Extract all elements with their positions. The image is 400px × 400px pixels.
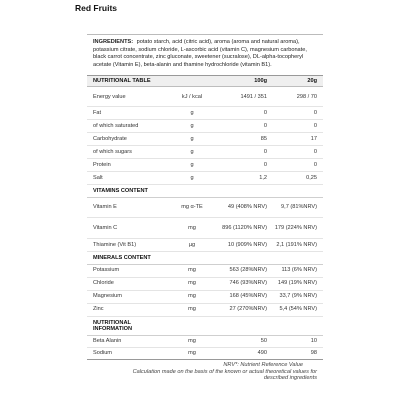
row-name: Magnesium — [93, 293, 122, 300]
row-value-20g: 0 — [313, 149, 317, 156]
row-value-20g: 113 (6% NRV) — [281, 267, 317, 274]
header-col-100g: 100g — [254, 78, 267, 85]
row-value-20g: 10 — [310, 337, 317, 344]
table-row — [87, 198, 323, 218]
nutritional-information-title — [87, 317, 323, 336]
info-title-line-2: INFORMATION — [93, 326, 133, 333]
row-value-100g: 0 — [263, 110, 267, 117]
minerals-section-title: MINERALS CONTENT — [87, 252, 323, 265]
table-row — [87, 172, 323, 185]
row-value-100g: 490 — [257, 349, 267, 356]
row-value-100g: 50 — [260, 337, 267, 344]
ingredients-block — [87, 35, 323, 75]
row-name: Thiamine (Vit B1) — [93, 241, 137, 248]
row-value-20g: 0 — [313, 123, 317, 130]
row-value-100g: 27 (270%NRV) — [229, 306, 267, 313]
vitamins-section-title: VITAMINS CONTENT — [87, 185, 323, 198]
row-name: of which saturated — [93, 123, 139, 130]
footnote-calculation: Calculation made on the basis of the known or actual theoretical values for — [132, 368, 317, 375]
row-unit: mg — [188, 224, 196, 231]
table-row — [87, 218, 323, 239]
row-name: Carbohydrate — [93, 136, 127, 143]
table-row — [87, 107, 323, 120]
table-row — [87, 291, 323, 304]
row-unit: g — [190, 136, 194, 143]
row-name: Fat — [93, 110, 102, 117]
row-name: Protein — [93, 162, 111, 169]
row-value-20g: 0,25 — [306, 175, 317, 182]
row-name: Vitamin C — [93, 224, 118, 231]
row-value-20g: 33,7 (9% NRV) — [279, 293, 317, 300]
table-row — [87, 265, 323, 278]
footnote-ingredients: described ingredients — [263, 375, 317, 382]
header-col-20g: 20g — [307, 78, 317, 85]
table-row — [87, 304, 323, 317]
ingredients-label: INGREDIENTS: — [93, 39, 134, 45]
nutrition-sheet — [87, 34, 323, 382]
ingredients-text: potato starch, acid (citric acid), aroma (aroma and natural aroma), potassium citrate, sodium chloride, L-ascorbic acid (vitamin C), magnesium carbonate, black carrot concentrate, zinc gluconate, sweetener (sucralose), DL-alpha-tocopheryl acetate (Vitamin E), beta-alanin and thamine hydrochloride (vitamin B1). — [93, 39, 307, 68]
row-value-20g: 17 — [310, 136, 317, 143]
row-value-20g: 5,4 (54% NRV) — [279, 306, 317, 313]
row-name: Sodium — [93, 349, 112, 356]
product-title: Red Fruits — [75, 3, 118, 13]
row-value-20g: 2,1 (191% NRV) — [276, 241, 317, 248]
row-unit: g — [190, 110, 194, 117]
row-value-20g: 0 — [313, 110, 317, 117]
row-value-20g: 298 / 70 — [296, 93, 317, 100]
row-value-100g: 168 (45%NRV) — [229, 293, 267, 300]
row-unit: mg — [188, 337, 196, 344]
row-name: Chloride — [93, 280, 114, 287]
table-row — [87, 159, 323, 172]
row-name: Salt — [93, 175, 103, 182]
row-value-100g: 1491 / 351 — [240, 93, 267, 100]
row-unit: g — [190, 162, 194, 169]
row-unit: g — [190, 123, 194, 130]
row-name: Beta Alanin — [93, 337, 122, 344]
nutrition-table-header — [87, 75, 323, 87]
table-row — [87, 120, 323, 133]
row-value-100g: 0 — [263, 162, 267, 169]
table-row — [87, 348, 323, 360]
table-row — [87, 336, 323, 348]
row-value-100g: 0 — [263, 123, 267, 130]
table-row — [87, 239, 323, 252]
header-name: NUTRITIONAL TABLE — [93, 78, 151, 85]
row-value-100g: 49 (408% NRV) — [227, 204, 267, 211]
table-row — [87, 87, 323, 107]
row-unit: g — [190, 149, 194, 156]
row-name: Zinc — [93, 306, 104, 313]
row-value-100g: 10 (909% NRV) — [227, 241, 267, 248]
table-row — [87, 133, 323, 146]
row-value-100g: 896 (1120% NRV) — [222, 224, 267, 231]
footnote-nrv: NRV*: Nutrient Reference Value — [223, 361, 303, 368]
footnotes — [87, 360, 323, 382]
row-unit: µg — [188, 241, 196, 248]
row-unit: mg — [188, 306, 196, 313]
row-name: of which sugars — [93, 149, 132, 156]
row-unit: mg — [188, 280, 196, 287]
row-value-20g: 98 — [310, 349, 317, 356]
row-value-20g: 9,7 (81%NRV) — [281, 204, 317, 211]
row-name: Energy value — [93, 93, 126, 100]
info-title-line-1: NUTRITIONAL — [93, 319, 131, 326]
row-name: Potassium — [93, 267, 120, 274]
row-value-100g: 746 (93%NRV) — [229, 280, 267, 287]
row-value-20g: 149 (19% NRV) — [277, 280, 317, 287]
row-unit: mg α-TE — [181, 204, 203, 211]
row-value-100g: 1,2 — [259, 175, 267, 182]
row-value-20g: 179 (224% NRV) — [274, 224, 317, 231]
row-unit: g — [190, 175, 194, 182]
row-unit: mg — [188, 293, 196, 300]
row-unit: mg — [188, 267, 196, 274]
row-name: Vitamin E — [93, 204, 117, 211]
table-row — [87, 146, 323, 159]
row-value-100g: 563 (28%NRV) — [229, 267, 267, 274]
row-unit: kJ / kcal — [181, 93, 203, 100]
row-value-100g: 85 — [260, 136, 267, 143]
row-value-20g: 0 — [313, 162, 317, 169]
row-value-100g: 0 — [263, 149, 267, 156]
table-row — [87, 278, 323, 291]
row-unit: mg — [188, 349, 196, 356]
